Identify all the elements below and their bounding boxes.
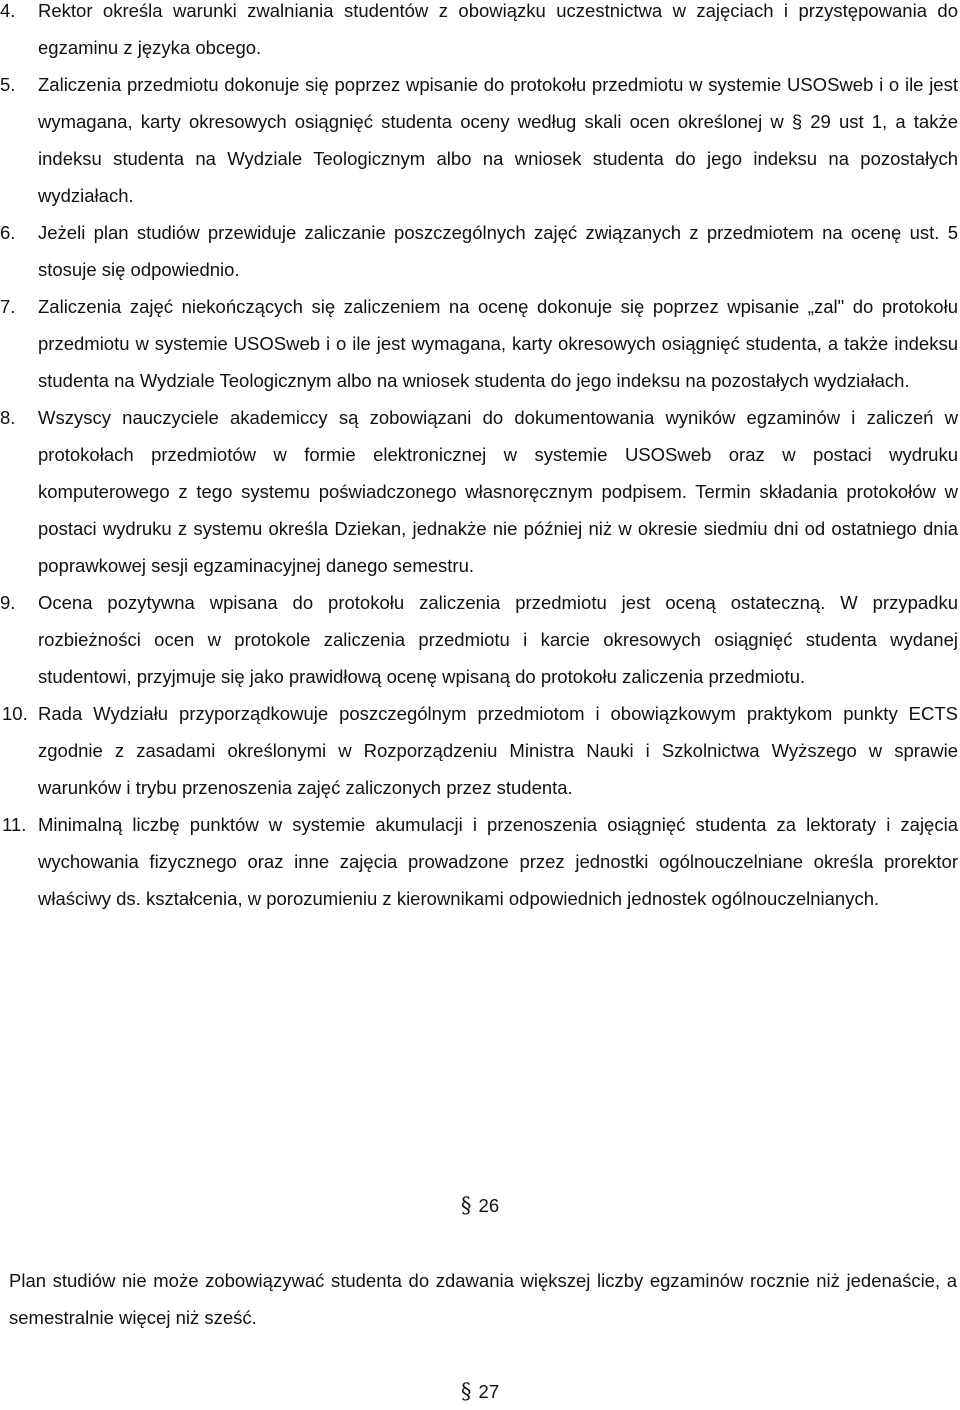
list-item <box>0 584 958 695</box>
section-26-paragraph: Plan studiów nie może zobowiązywać studenta do zdawania większej liczby egzaminów rocznie niż jedenaście, a semestralnie więcej niż sześć. <box>9 1270 957 1328</box>
section-heading-27 <box>0 1373 960 1410</box>
list-item <box>0 214 958 288</box>
list-item <box>0 695 958 806</box>
section-number: 27 <box>478 1381 500 1402</box>
list-item-text: Minimalną liczbę punktów w systemie akumulacji i przenoszenia osiągnięć studenta za lektoraty i zajęcia wychowania fizycznego oraz inne zajęcia prowadzone przez jednostki ogólnouczelniane określa prorektor właściwy ds. kształcenia, w porozumieniu z kierownikami odpowiednich jednostek ogólnouczelnianych. <box>38 814 958 909</box>
list-item <box>0 0 958 66</box>
section-sign-icon: § <box>460 1193 472 1217</box>
list-item <box>0 66 958 214</box>
section-sign-icon: § <box>460 1379 472 1403</box>
list-item <box>0 806 958 917</box>
list-item-number: 10. <box>2 703 28 724</box>
list-item-number: 5. <box>0 74 16 95</box>
list-item-number: 11. <box>2 814 27 835</box>
list-item-number: 6. <box>0 222 16 243</box>
list-item-text: Ocena pozytywna wpisana do protokołu zaliczenia przedmiotu jest oceną ostateczną. W przypadku rozbieżności ocen w protokole zaliczenia przedmiotu i karcie okresowych osiągnięć studenta wydanej studentowi, przyjmuje się jako prawidłową ocenę wpisaną do protokołu zaliczenia przedmiotu. <box>38 592 958 687</box>
section-heading-26 <box>0 1187 960 1224</box>
list-item-text: Zaliczenia przedmiotu dokonuje się poprzez wpisanie do protokołu przedmiotu w systemie USOSweb i o ile jest wymagana, karty okresowych osiągnięć studenta oceny według skali ocen określonej w § 29 ust 1, a także indeksu studenta na Wydziale Teologicznym albo na wniosek studenta do jego indeksu na pozostałych wydziałach. <box>38 74 958 206</box>
list-item-text: Jeżeli plan studiów przewiduje zaliczanie poszczególnych zajęć związanych z przedmiotem na ocenę ust. 5 stosuje się odpowiednio. <box>38 222 958 280</box>
list-item-number: 9. <box>0 592 16 613</box>
list-item-text: Zaliczenia zajęć niekończących się zaliczeniem na ocenę dokonuje się poprzez wpisanie „zal" do protokołu przedmiotu w systemie USOSweb i o ile jest wymagana, karty okresowych osiągnięć studenta, a także indeksu studenta na Wydziale Teologicznym albo na wniosek studenta do jego indeksu na pozostałych wydziałach. <box>38 296 958 391</box>
list-item-text: Rektor określa warunki zwalniania studentów z obowiązku uczestnictwa w zajęciach i przystępowania do egzaminu z języka obcego. <box>38 0 958 58</box>
list-item-text: Wszyscy nauczyciele akademiccy są zobowiązani do dokumentowania wyników egzaminów i zaliczeń w protokołach przedmiotów w formie elektronicznej w systemie USOSweb oraz w postaci wydruku komputerowego z tego systemu poświadczonego własnoręcznym podpisem. Termin składania protokołów w postaci wydruku z systemu określa Dziekan, jednakże nie później niż w okresie siedmiu dni od ostatniego dnia poprawkowej sesji egzaminacyjnej danego semestru. <box>38 407 958 576</box>
list-item <box>0 288 958 399</box>
list-item-number: 4. <box>0 0 16 21</box>
list-item <box>0 399 958 584</box>
section-number: 26 <box>478 1195 500 1216</box>
list-item-number: 7. <box>0 296 16 317</box>
list-item-number: 8. <box>0 407 16 428</box>
list-item-text: Rada Wydziału przyporządkowuje poszczególnym przedmiotom i obowiązkowym praktykom punkty ECTS zgodnie z zasadami określonymi w Rozporządzeniu Ministra Nauki i Szkolnictwa Wyższego w sprawie warunków i trybu przenoszenia zajęć zaliczonych przez studenta. <box>38 703 958 798</box>
